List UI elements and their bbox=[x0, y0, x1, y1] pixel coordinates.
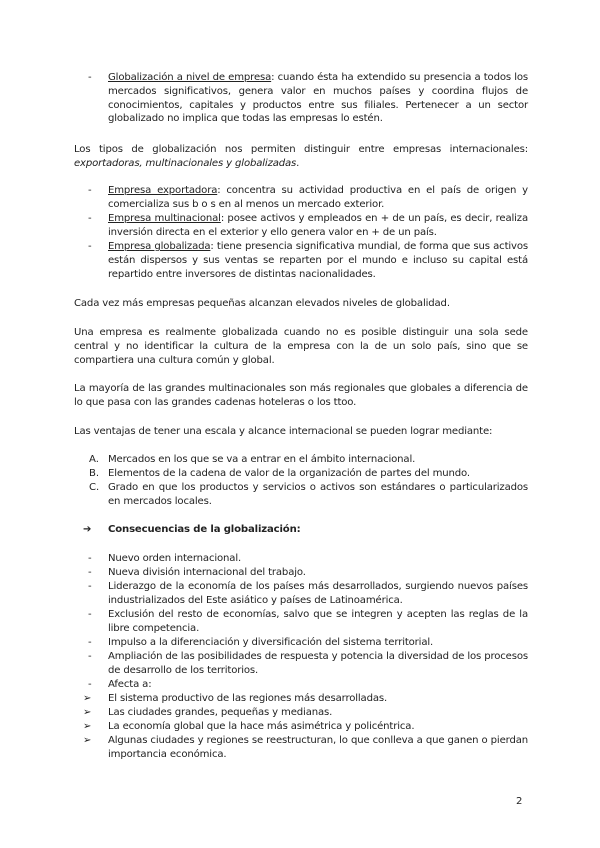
globalization-company-item bbox=[108, 71, 528, 126]
paragraph: Una empresa es realmente globalizada cuando no es posible distinguir una sola sede central y no identificar la cultura de la empresa con la de un solo país, sino que se compartiera una cultura común y global. bbox=[74, 327, 528, 366]
dash-marker: - bbox=[88, 567, 92, 578]
definition: : cuando ésta ha extendido su presencia a todos los mercados significativos, genera valor en muchos países y coordina flujos de conocimientos, capitales y productos entre sus filiales. Pertenecer a un sector globalizado no implica que todas las empresas lo estén. bbox=[108, 72, 528, 125]
arrow-icon: ➔ bbox=[83, 524, 92, 535]
list-item: Nuevo orden internacional. bbox=[108, 553, 242, 564]
types-paragraph bbox=[74, 143, 528, 171]
letter-marker: A. bbox=[89, 454, 99, 465]
list-item: Afecta a: bbox=[108, 679, 152, 690]
chevron-bullet-icon: ➢ bbox=[83, 707, 92, 718]
paragraph: Las ventajas de tener una escala y alcance internacional se pueden lograr mediante: bbox=[74, 426, 493, 437]
list-item: Ampliación de las posibilidades de respuesta y potencia la diversidad de los procesos de desarrollo de los territorios. bbox=[108, 651, 528, 676]
list-item: Algunas ciudades y regiones se reestructuran, lo que conlleva a que ganen o pierdan importancia económica. bbox=[108, 735, 528, 760]
dash-marker: - bbox=[88, 679, 92, 690]
letter-marker: C. bbox=[89, 482, 100, 493]
list-item: Elementos de la cadena de valor de la organización de partes del mundo. bbox=[108, 468, 470, 479]
list-item bbox=[108, 184, 528, 212]
dash-marker: - bbox=[88, 609, 92, 620]
letter-marker: B. bbox=[89, 468, 100, 479]
list-item: La economía global que la hace más asimétrica y policéntrica. bbox=[108, 721, 415, 732]
list-item: El sistema productivo de las regiones más desarrolladas. bbox=[108, 693, 388, 704]
definition: : tiene presencia significativa mundial, de forma que sus activos están dispersos y sus ventas se reparten por el mundo e incluso su capital está repartido entre inversores de distintas nacionalidades. bbox=[108, 241, 528, 280]
list-item: Grado en que los productos y servicios o activos son estándares o particularizados en mercados locales. bbox=[108, 482, 528, 507]
term: Empresa globalizada bbox=[108, 241, 211, 252]
list-item: Liderazgo de la economía de los países más desarrollados, surgiendo nuevos países industrializados del Este asiático y países de Latinoamérica. bbox=[108, 581, 528, 606]
chevron-bullet-icon: ➢ bbox=[83, 721, 92, 732]
list-item: Exclusión del resto de economías, salvo que se integren y acepten las reglas de la libre competencia. bbox=[108, 609, 528, 634]
types-connector: y bbox=[223, 157, 236, 169]
term: Globalización a nivel de empresa bbox=[108, 72, 272, 83]
types-italic-2: globalizadas bbox=[235, 157, 297, 169]
list-item: Las ciudades grandes, pequeñas y medianas. bbox=[108, 707, 333, 718]
dash-marker: - bbox=[88, 241, 92, 252]
section-heading: Consecuencias de la globalización: bbox=[108, 524, 301, 535]
paragraph: Cada vez más empresas pequeñas alcanzan elevados niveles de globalidad. bbox=[74, 298, 450, 309]
dash-marker: - bbox=[88, 553, 92, 564]
definition: : concentra su actividad productiva en el país de origen y comercializa sus b o s en al menos un mercado exterior. bbox=[108, 185, 529, 210]
dash-marker: - bbox=[88, 651, 92, 662]
list-item bbox=[108, 240, 528, 281]
dash-marker: - bbox=[88, 581, 92, 592]
dash-marker: - bbox=[88, 637, 92, 648]
dash-marker: - bbox=[88, 213, 92, 224]
types-text: Los tipos de globalización nos permiten distinguir entre empresas internacionales: bbox=[74, 144, 528, 155]
list-item bbox=[108, 212, 528, 240]
term: Empresa exportadora bbox=[108, 185, 218, 196]
chevron-bullet-icon: ➢ bbox=[83, 735, 92, 746]
term: Empresa multinacional bbox=[108, 213, 221, 224]
types-italic: exportadoras, multinacionales bbox=[74, 157, 224, 169]
paragraph: La mayoría de las grandes multinacionales son más regionales que globales a diferencia de lo que pasa con las grandes cadenas hoteleras o los ttoo. bbox=[74, 383, 528, 408]
types-end: . bbox=[296, 157, 300, 169]
page-number: 2 bbox=[516, 796, 523, 807]
definition: : posee activos y empleados en + de un país, es decir, realiza inversión directa en el exterior y ello genera valor en + de un país. bbox=[108, 213, 528, 238]
list-item: Impulso a la diferenciación y diversificación del sistema territorial. bbox=[108, 637, 434, 648]
dash-marker: - bbox=[88, 72, 92, 83]
list-item: Mercados en los que se va a entrar en el ámbito internacional. bbox=[108, 454, 416, 465]
dash-marker: - bbox=[88, 185, 92, 196]
chevron-bullet-icon: ➢ bbox=[83, 693, 92, 704]
list-item: Nueva división internacional del trabajo. bbox=[108, 567, 306, 578]
